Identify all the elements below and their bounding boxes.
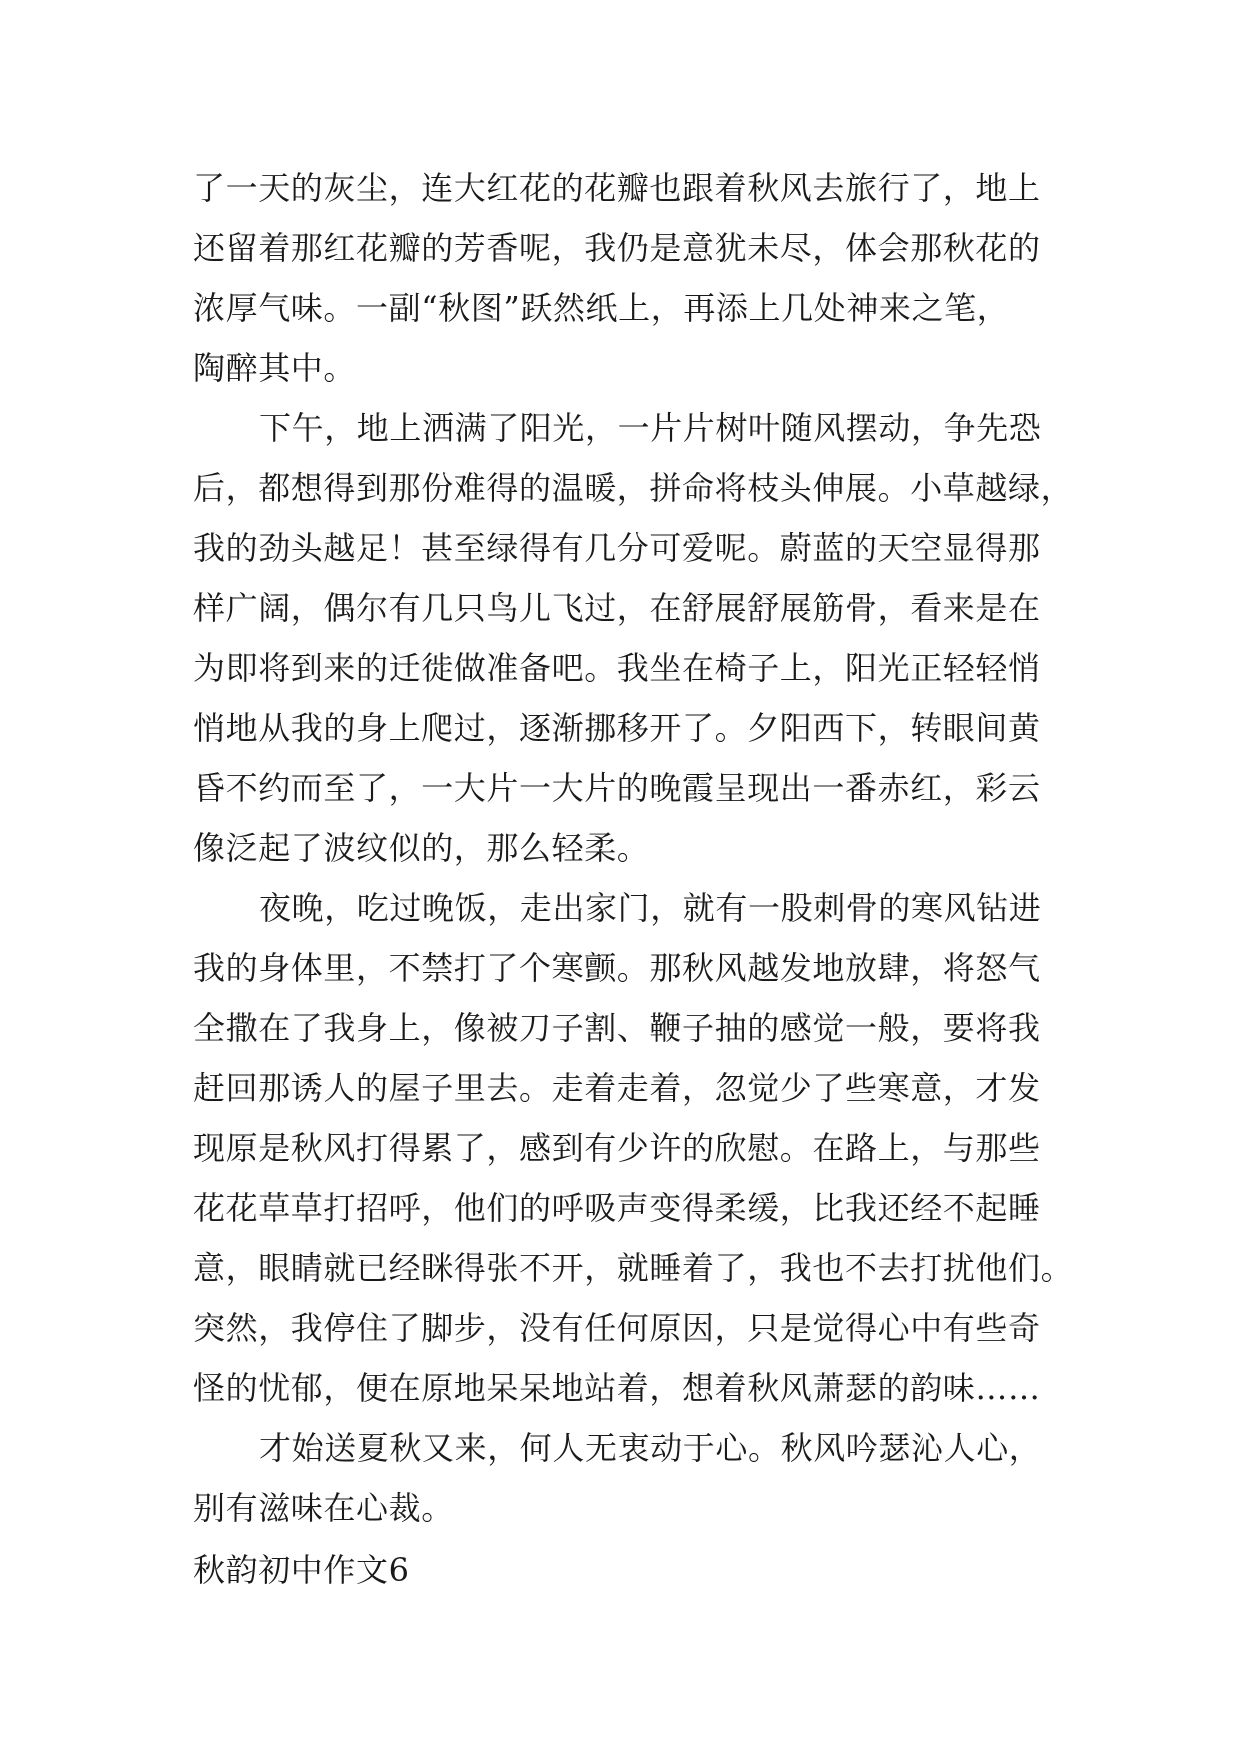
text-line: 陶醉其中。 [193, 349, 357, 387]
document-body [193, 158, 1073, 1600]
text-line: 花花草草打招呼，他们的呼吸声变得柔缓，比我还经不起睡 [193, 1189, 1041, 1227]
text-line: 别有滋味在心裁。 [193, 1489, 454, 1527]
text-line: 现原是秋风打得累了，感到有少许的欣慰。在路上，与那些 [193, 1129, 1041, 1167]
paragraph-2 [193, 398, 1073, 878]
text-line: 夜晚，吃过晚饭，走出家门，就有一股刺骨的寒风钻进 [259, 889, 1042, 927]
text-line: 突然，我停住了脚步，没有任何原因，只是觉得心中有些奇 [193, 1309, 1041, 1347]
text-line: 才始送夏秋又来，何人无衷动于心。秋风吟瑟沁人心， [259, 1429, 1042, 1467]
text-line: 怪的忧郁，便在原地呆呆地站着，想着秋风萧瑟的韵味…… [193, 1369, 1041, 1407]
text-line: 赶回那诱人的屋子里去。走着走着，忽觉少了些寒意，才发 [193, 1069, 1041, 1107]
text-line: 悄地从我的身上爬过，逐渐挪移开了。夕阳西下，转眼间黄 [193, 709, 1041, 747]
section-heading: 秋韵初中作文6 [193, 1551, 410, 1589]
text-line: 我的劲头越足！甚至绿得有几分可爱呢。蔚蓝的天空显得那 [193, 529, 1041, 567]
paragraph-1 [193, 158, 1073, 398]
text-line: 下午，地上洒满了阳光，一片片树叶随风摆动，争先恐 [259, 409, 1042, 447]
text-line: 后，都想得到那份难得的温暖，拼命将枝头伸展。小草越绿， [193, 469, 1074, 507]
text-line: 浓厚气味。一副“秋图”跃然纸上，再添上几处神来之笔， [193, 289, 1010, 327]
paragraph-3 [193, 878, 1073, 1418]
text-line: 意，眼睛就已经眯得张不开，就睡着了，我也不去打扰他们。 [193, 1249, 1074, 1287]
text-line: 样广阔，偶尔有几只鸟儿飞过，在舒展舒展筋骨，看来是在 [193, 589, 1041, 627]
text-line: 还留着那红花瓣的芳香呢，我仍是意犹未尽，体会那秋花的 [193, 229, 1041, 267]
text-line: 了一天的灰尘，连大红花的花瓣也跟着秋风去旅行了，地上 [193, 169, 1041, 207]
text-line: 全撒在了我身上，像被刀子割、鞭子抽的感觉一般，要将我 [193, 1009, 1041, 1047]
text-line: 我的身体里，不禁打了个寒颤。那秋风越发地放肆，将怒气 [193, 949, 1041, 987]
text-line: 像泛起了波纹似的，那么轻柔。 [193, 829, 650, 867]
text-line: 为即将到来的迁徙做准备吧。我坐在椅子上，阳光正轻轻悄 [193, 649, 1041, 687]
text-line: 昏不约而至了，一大片一大片的晚霞呈现出一番赤红，彩云 [193, 769, 1041, 807]
paragraph-4 [193, 1418, 1073, 1538]
